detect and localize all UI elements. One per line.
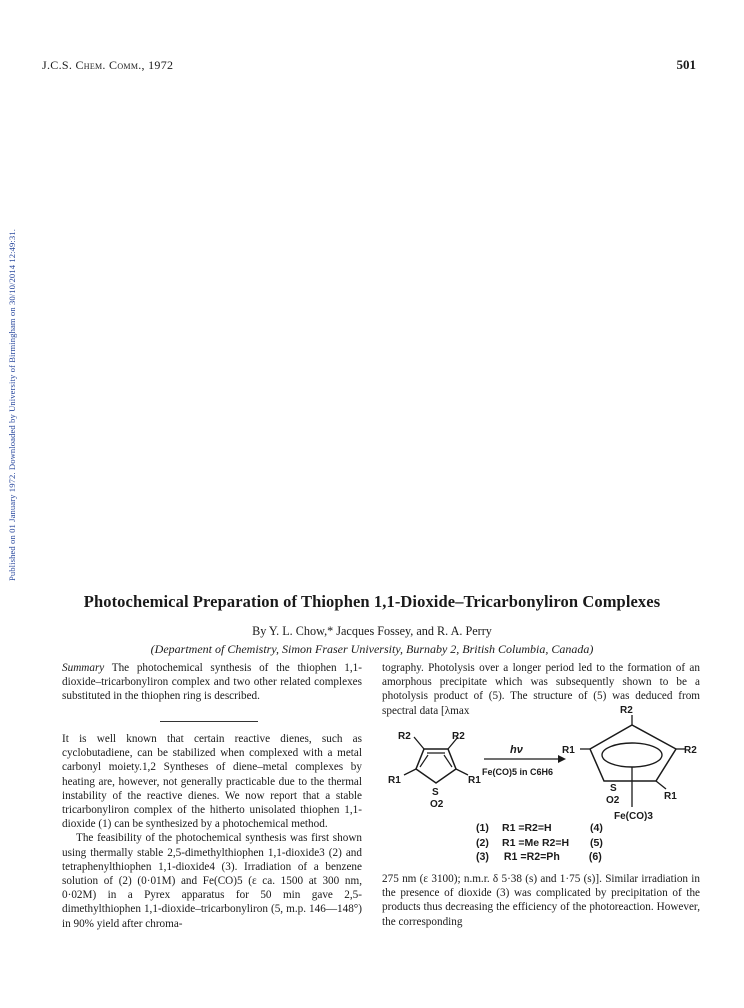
left-r2-label: R2	[398, 731, 411, 742]
left-column-body	[62, 732, 362, 931]
compound-row-3	[476, 851, 602, 863]
iron-carbonyl-label: Fe(CO)3	[614, 811, 653, 822]
right-o2-label: O2	[606, 795, 620, 806]
arrow-bottom-label: Fe(CO)5 in C6H6	[482, 767, 554, 777]
right-r1-label: R1	[562, 745, 575, 756]
chromatography-paragraph: tography. Photolysis over a longer period led to the formation of an amorphous precipitate which was subsequently shown to be a photolysis product of (5). The structure of (5) was deduced from spectral data [λmax	[382, 662, 700, 717]
left-r2-label: R2	[452, 731, 465, 742]
summary-paragraph	[62, 661, 362, 704]
arrow-top-label: hν	[510, 744, 523, 756]
summary-label: Summary	[62, 662, 105, 674]
right-column-bottom	[382, 872, 700, 929]
thiophen-dioxide-structure	[388, 731, 481, 810]
journal-header: J.C.S. Chem. Comm., 1972	[42, 58, 174, 72]
right-r1-label: R1	[664, 791, 677, 802]
intro-paragraph: It is well known that certain reactive dienes, such as cyclobutadiene, can be stabilized when complexed with a metal carbonyl moiety.1,2 Syntheses of diene–metal complexes by heating are, however, not generally practicable due to the thermal instability of the reactive dienes. We now report that a stable tricarbonyliron complex of the hitherto unisolated thiophen 1,1-dioxide (1) can be synthesized by a photochemical method.	[62, 733, 362, 831]
reaction-scheme	[384, 703, 702, 857]
download-stamp: Published on 01 January 1972. Downloaded by University of Birmingham on 30/10/2014 12:49:31.	[7, 229, 17, 581]
complex-number: (5)	[590, 837, 603, 849]
compound-substituents: R1 =R2=Ph	[503, 851, 560, 863]
compound-substituents: R1 =Me R2=H	[502, 837, 570, 849]
left-sulfur-label: S	[432, 787, 439, 798]
right-sulfur-label: S	[610, 783, 617, 794]
reaction-arrow	[482, 744, 566, 777]
feasibility-paragraph: The feasibility of the photochemical synthesis was first shown using thermally stable 2,5-dimethylthiophen 1,1-dioxide3 (2) and tetraphenylthiophen 1,1-dioxide4 (3). Irradiation of a benzene solution of (2) (0·01M) and Fe(CO)5 (ε ca. 1500 at 300 nm, 0·02M) in a Pyrex apparatus for 50 min gave 2,5-dimethylthiophen 1,1-dioxide–tricarbonyliron (5, m.p. 146—148°) in 90% yield after chroma-	[62, 832, 362, 930]
article-authors: By Y. L. Chow,* Jacques Fossey, and R. A. Perry	[252, 624, 492, 638]
page-number: 501	[676, 57, 696, 72]
left-r1-label: R1	[388, 775, 401, 786]
tricarbonyliron-complex-structure	[562, 705, 697, 822]
spectral-paragraph: 275 nm (ε 3100); n.m.r. δ 5·38 (s) and 1·75 (s)]. Similar irradiation in the presence of dioxide (3) was complicated by precipitation of the products thus decreasing the efficiency of the photoreaction. However, the corresponding	[382, 873, 700, 928]
article-title: Photochemical Preparation of Thiophen 1,1-Dioxide–Tricarbonyliron Complexes	[83, 592, 661, 611]
complex-number: (4)	[590, 822, 603, 834]
compound-key	[476, 822, 603, 849]
left-o2-label: O2	[430, 799, 444, 810]
compound-number: (1)	[476, 822, 489, 834]
article-affiliation: (Department of Chemistry, Simon Fraser University, Burnaby 2, British Columbia, Canada)	[150, 642, 594, 656]
complex-number: (6)	[588, 851, 602, 863]
summary-text: The photochemical synthesis of the thiophen 1,1-dioxide–tricarbonyliron complex and two other related complexes substituted in the thiophen ring is described.	[62, 662, 362, 703]
right-r2-label: R2	[620, 705, 633, 716]
right-r2-label: R2	[684, 745, 697, 756]
compound-number: (2)	[476, 837, 489, 849]
section-divider	[160, 721, 258, 722]
compound-substituents: R1 =R2=H	[502, 822, 552, 834]
left-r1-label: R1	[468, 775, 481, 786]
compound-number: (3)	[476, 851, 489, 863]
